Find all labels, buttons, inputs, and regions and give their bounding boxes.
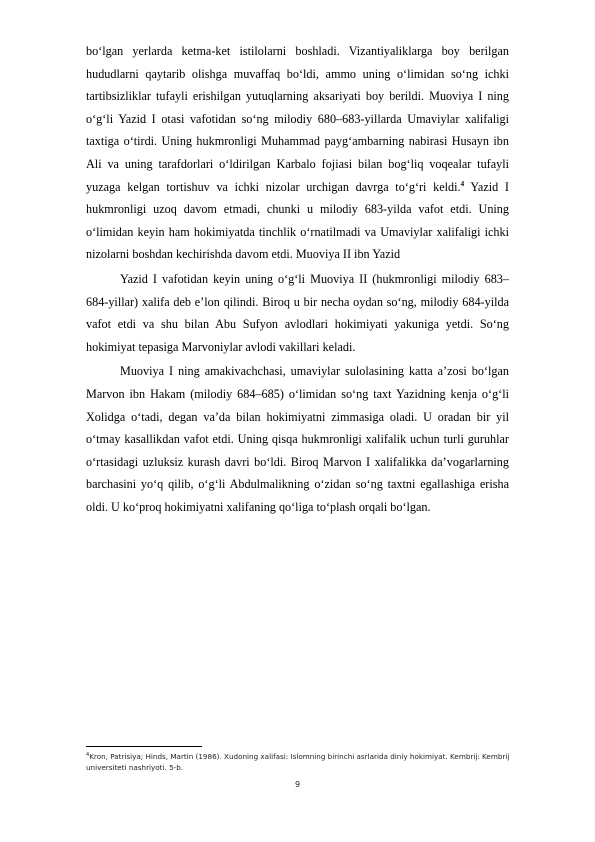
- paragraph-1-continuation: Yazid I hukmronligi uzoq davom etmadi, chunki u milodiy 683-yilda vafot etdi. Uning o‘limidan keyin ham hokimiyatda tinchlik o‘rnatilmadi va Umaviylar xalifaligi ichki nizolarni boshdan kechirishda davom etdi. Muoviya II ibn Yazid: [86, 179, 509, 262]
- body-text: [86, 40, 509, 518]
- footnote: [86, 752, 526, 773]
- paragraph-3: Muoviya I ning amakivachchasi, umaviylar sulolasining katta a’zosi bo‘lgan Marvon ibn Hakam (milodiy 684–685) o‘limidan so‘ng taxt Yazidning kenja o‘g‘li Xolidga o‘tadi, degan va’da bilan hokimiyatni zimmasiga oladi. U oradan bir yil o‘tmay kasallikdan vafot etdi. Uning qisqa hukmronligi xalifalik uchun turli guruhlar o‘rtasidagi uzluksiz kurash davri bo‘ldi. Biroq Marvon I xalifalikka da’vogarlarning barchasini yo‘q qilib, o‘g‘li Abdulmalikning o‘zidan so‘ng taxtni egallashiga erisha oldi. U ko‘proq hokimiyatni xalifaning qo‘liga to‘plash orqali bo‘lgan.: [86, 364, 509, 514]
- footnote-text: Kron, Patrisiya; Hinds, Martin (1986). Xudoning xalifasi: Islomning birinchi asrlarida diniy hokimiyat. Kembrij: Kembrij universiteti nashriyoti. 5-b.: [86, 752, 510, 772]
- paragraph-1: [86, 40, 509, 266]
- footnote-reference[interactable]: 4: [460, 179, 465, 188]
- footnote-separator: [86, 746, 202, 747]
- page-number: 9: [294, 780, 301, 789]
- paragraph-1-text: bo‘lgan yerlarda ketma-ket istilolarni boshladi. Vizantiyaliklarga boy berilgan hududlarni qaytarib olishga muvaffaq bo‘ldi, ammo uning o‘limidan so‘ng ichki tartibsizliklar tufayli erishilgan yutuqlarning aksariyati boy berildi. Muoviya I ning o‘g‘li Yazid I otasi vafotidan so‘ng milodiy 680–683-yillarda Umaviylar xalifaligi taxtiga o‘tirdi. Uning hukmronligi Muhammad payg‘ambarning nabirasi Husayn ibn Ali va uning tarafdorlari o‘ldirilgan Karbalo fojiasi bilan bog‘liq voqealar tufayli yuzaga kelgan tortishuv va ichki nizolar urchigan davrga to‘g‘ri keldi.: [86, 44, 509, 194]
- paragraph-2: Yazid I vafotidan keyin uning o‘g‘li Muoviya II (hukmronligi milodiy 683–684-yillar) xalifa deb e’lon qilindi. Biroq u bir necha oydan so‘ng, milodiy 684-yilda vafot etdi va shu bilan Abu Sufyon avlodlari hokimiyati yakuniga yetdi. So‘ng hokimiyat tepasiga Marvoniylar avlodi vakillari keladi.: [86, 271, 509, 354]
- footnote-number: 4: [86, 752, 90, 758]
